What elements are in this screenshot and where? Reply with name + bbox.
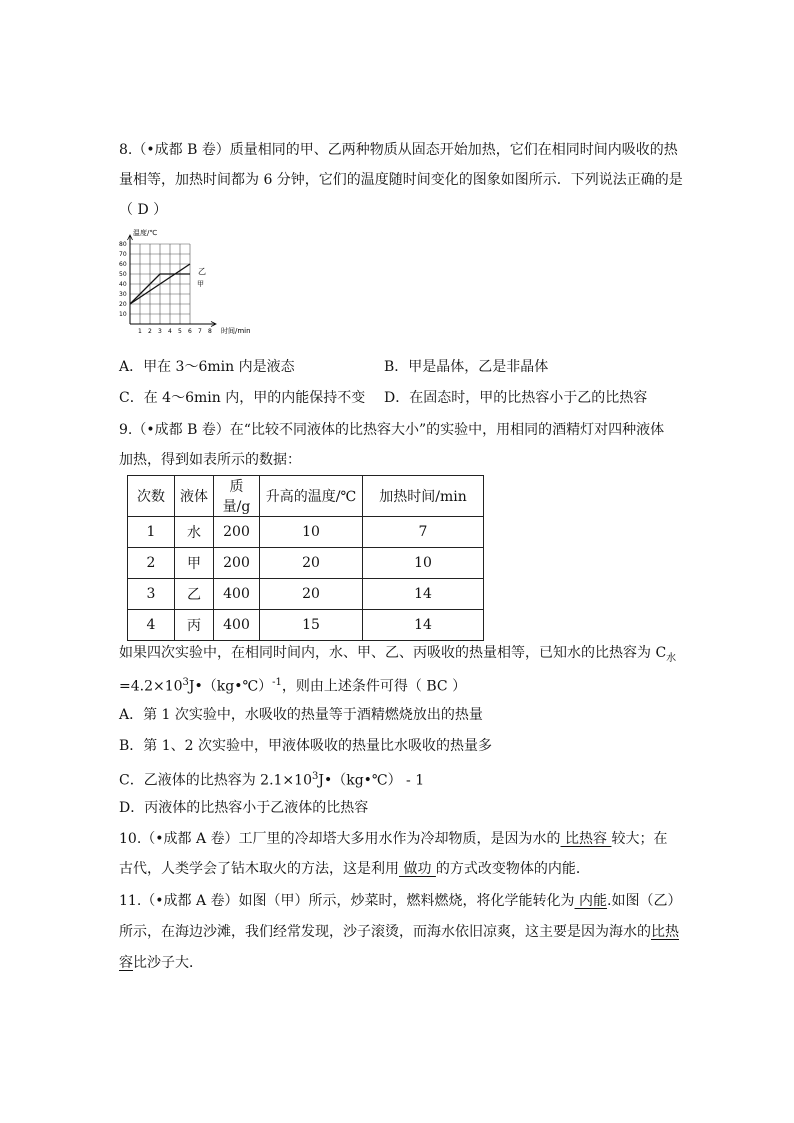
q10-blank-2: 做功 <box>399 861 436 877</box>
q10-text-4: 的方式改变物体的内能． <box>435 861 590 877</box>
table-cell: 水 <box>175 517 214 548</box>
q9-option-d: D．丙液体的比热容小于乙液体的比热容 <box>119 800 369 816</box>
q10-text-1: 10.（•成都 A 卷）工厂里的冷却塔大多用水作为冷却物质，是因为水的 <box>119 831 561 847</box>
table-header-cell: 升高的温度/℃ <box>260 476 363 517</box>
x-tick-label: 8 <box>208 328 212 335</box>
table-header-cell: 次数 <box>128 476 175 517</box>
q9-unit: J•（kg•℃） <box>188 678 273 695</box>
q11-text-1: 11.（•成都 A 卷）如图（甲）所示，炒菜时，燃料燃烧，将化学能转化为 <box>119 893 575 909</box>
x-tick-label: 3 <box>158 328 162 335</box>
q10-line1 <box>119 829 667 849</box>
y-tick-label: 30 <box>119 291 127 298</box>
table-cell: 4 <box>128 610 175 641</box>
q9-water-subscript: 水 <box>666 652 677 664</box>
table-cell: 甲 <box>175 548 214 579</box>
x-tick-label: 4 <box>168 328 172 335</box>
table-row <box>128 610 484 641</box>
q11-line2 <box>119 922 679 942</box>
q9-unit-exponent: -1 <box>272 677 282 688</box>
q11-text-4: 比沙子大． <box>133 955 203 971</box>
q10-line2 <box>119 859 590 879</box>
table-cell: 20 <box>260 548 363 579</box>
q9-condition-line2 <box>119 673 466 697</box>
table-cell: 400 <box>214 610 260 641</box>
q9-exponent: 3 <box>182 677 189 688</box>
q11-line3 <box>119 953 203 973</box>
table-cell: 3 <box>128 579 175 610</box>
table-cell: 200 <box>214 517 260 548</box>
temperature-time-graph <box>117 226 267 348</box>
q8-stem-line2: 量相等，加热时间都为 6 分钟，它们的温度随时间变化的图象如图所示．下列说法正确的是 <box>119 172 683 188</box>
q11-blank-1: 内能 <box>574 893 607 909</box>
table-cell: 2 <box>128 548 175 579</box>
x-tick-label: 2 <box>148 328 152 335</box>
x-tick-label: 1 <box>138 328 142 335</box>
q9-condition-line1 <box>119 643 676 669</box>
q10-blank-1: 比热容 <box>560 831 612 847</box>
q9-data-table <box>127 475 484 641</box>
y-tick-label: 20 <box>119 301 127 308</box>
q10-text-3: 古代，人类学会了钻木取火的方法，这是利用 <box>119 861 399 877</box>
q9-condition-text: 如果四次实验中，在相同时间内，水、甲、乙、丙吸收的热量相等，已知水的比热容为 C <box>119 645 667 661</box>
x-tick-label: 6 <box>188 328 192 335</box>
y-tick-label: 10 <box>119 311 127 318</box>
table-cell: 20 <box>260 579 363 610</box>
table-row <box>128 579 484 610</box>
q9-stem-line2: 加热，得到如表所示的数据： <box>119 452 301 468</box>
table-cell: 乙 <box>175 579 214 610</box>
q9-option-c-exponent: 3 <box>311 771 319 782</box>
table-cell: 10 <box>363 548 484 579</box>
y-tick-label: 70 <box>119 251 127 258</box>
q8-option-b: B．甲是晶体，乙是非晶体 <box>384 359 549 375</box>
q11-blank-2: 比热 <box>651 924 679 940</box>
q8-option-a: A．甲在 3～6min 内是液态 <box>119 359 295 375</box>
table-cell: 10 <box>260 517 363 548</box>
table-cell: 200 <box>214 548 260 579</box>
chart-ticks <box>119 241 212 335</box>
x-tick-label: 7 <box>198 328 202 335</box>
table-cell: 7 <box>363 517 484 548</box>
q9-option-c <box>119 767 424 791</box>
q9-option-b: B．第 1、2 次实验中，甲液体吸收的热量比水吸收的热量多 <box>119 738 493 754</box>
table-header-row <box>128 476 484 517</box>
q9-answer: ，则由上述条件可得（ BC ） <box>281 678 467 695</box>
table-row <box>128 548 484 579</box>
table-cell: 1 <box>128 517 175 548</box>
q10-text-2: 较大；在 <box>611 831 668 847</box>
x-tick-label: 5 <box>178 328 182 335</box>
y-tick-label: 60 <box>119 261 127 268</box>
table-cell: 14 <box>363 610 484 641</box>
q8-stem-line1: 8.（•成都 B 卷）质量相同的甲、乙两种物质从固态开始加热，它们在相同时间内吸收的热 <box>119 142 678 158</box>
q11-blank-3: 容 <box>119 955 133 971</box>
q11-text-2: .如图（乙） <box>607 893 682 909</box>
y-tick-label: 40 <box>119 281 127 288</box>
q8-option-d: D．在固态时，甲的比热容小于乙的比热容 <box>384 390 648 406</box>
q9-condition-value: =4.2×10 <box>119 678 183 695</box>
q9-option-c-unit: J•（kg•℃） - 1 <box>318 772 425 789</box>
table-row <box>128 517 484 548</box>
q8-option-c: C．在 4～6min 内，甲的内能保持不变 <box>119 390 366 406</box>
series-label-jia: 甲 <box>197 280 204 288</box>
table-header-cell: 液体 <box>175 476 214 517</box>
q9-option-a: A．第 1 次实验中，水吸收的热量等于酒精燃烧放出的热量 <box>119 707 483 723</box>
q9-stem-line1: 9.（•成都 B 卷）在“比较不同液体的比热容大小”的实验中，用相同的酒精灯对四种液体 <box>119 422 665 438</box>
table-header-cell: 质量/g <box>214 476 260 517</box>
q8-answer: （ D ） <box>119 202 168 218</box>
x-axis-label: 时间/min <box>221 327 251 335</box>
y-axis-label: 温度/℃ <box>133 229 158 237</box>
series-label-yi: 乙 <box>198 267 206 276</box>
y-tick-label: 50 <box>119 271 127 278</box>
q11-text-3: 所示，在海边沙滩，我们经常发现，沙子滚烫，而海水依旧凉爽，这主要是因为海水的 <box>119 924 651 940</box>
table-header-cell: 加热时间/min <box>363 476 484 517</box>
table-cell: 15 <box>260 610 363 641</box>
table-cell: 400 <box>214 579 260 610</box>
q9-option-c-text: C．乙液体的比热容为 2.1×10 <box>119 772 312 789</box>
table-cell: 14 <box>363 579 484 610</box>
q11-line1 <box>119 891 681 911</box>
table-cell: 丙 <box>175 610 214 641</box>
y-tick-label: 80 <box>119 241 127 248</box>
